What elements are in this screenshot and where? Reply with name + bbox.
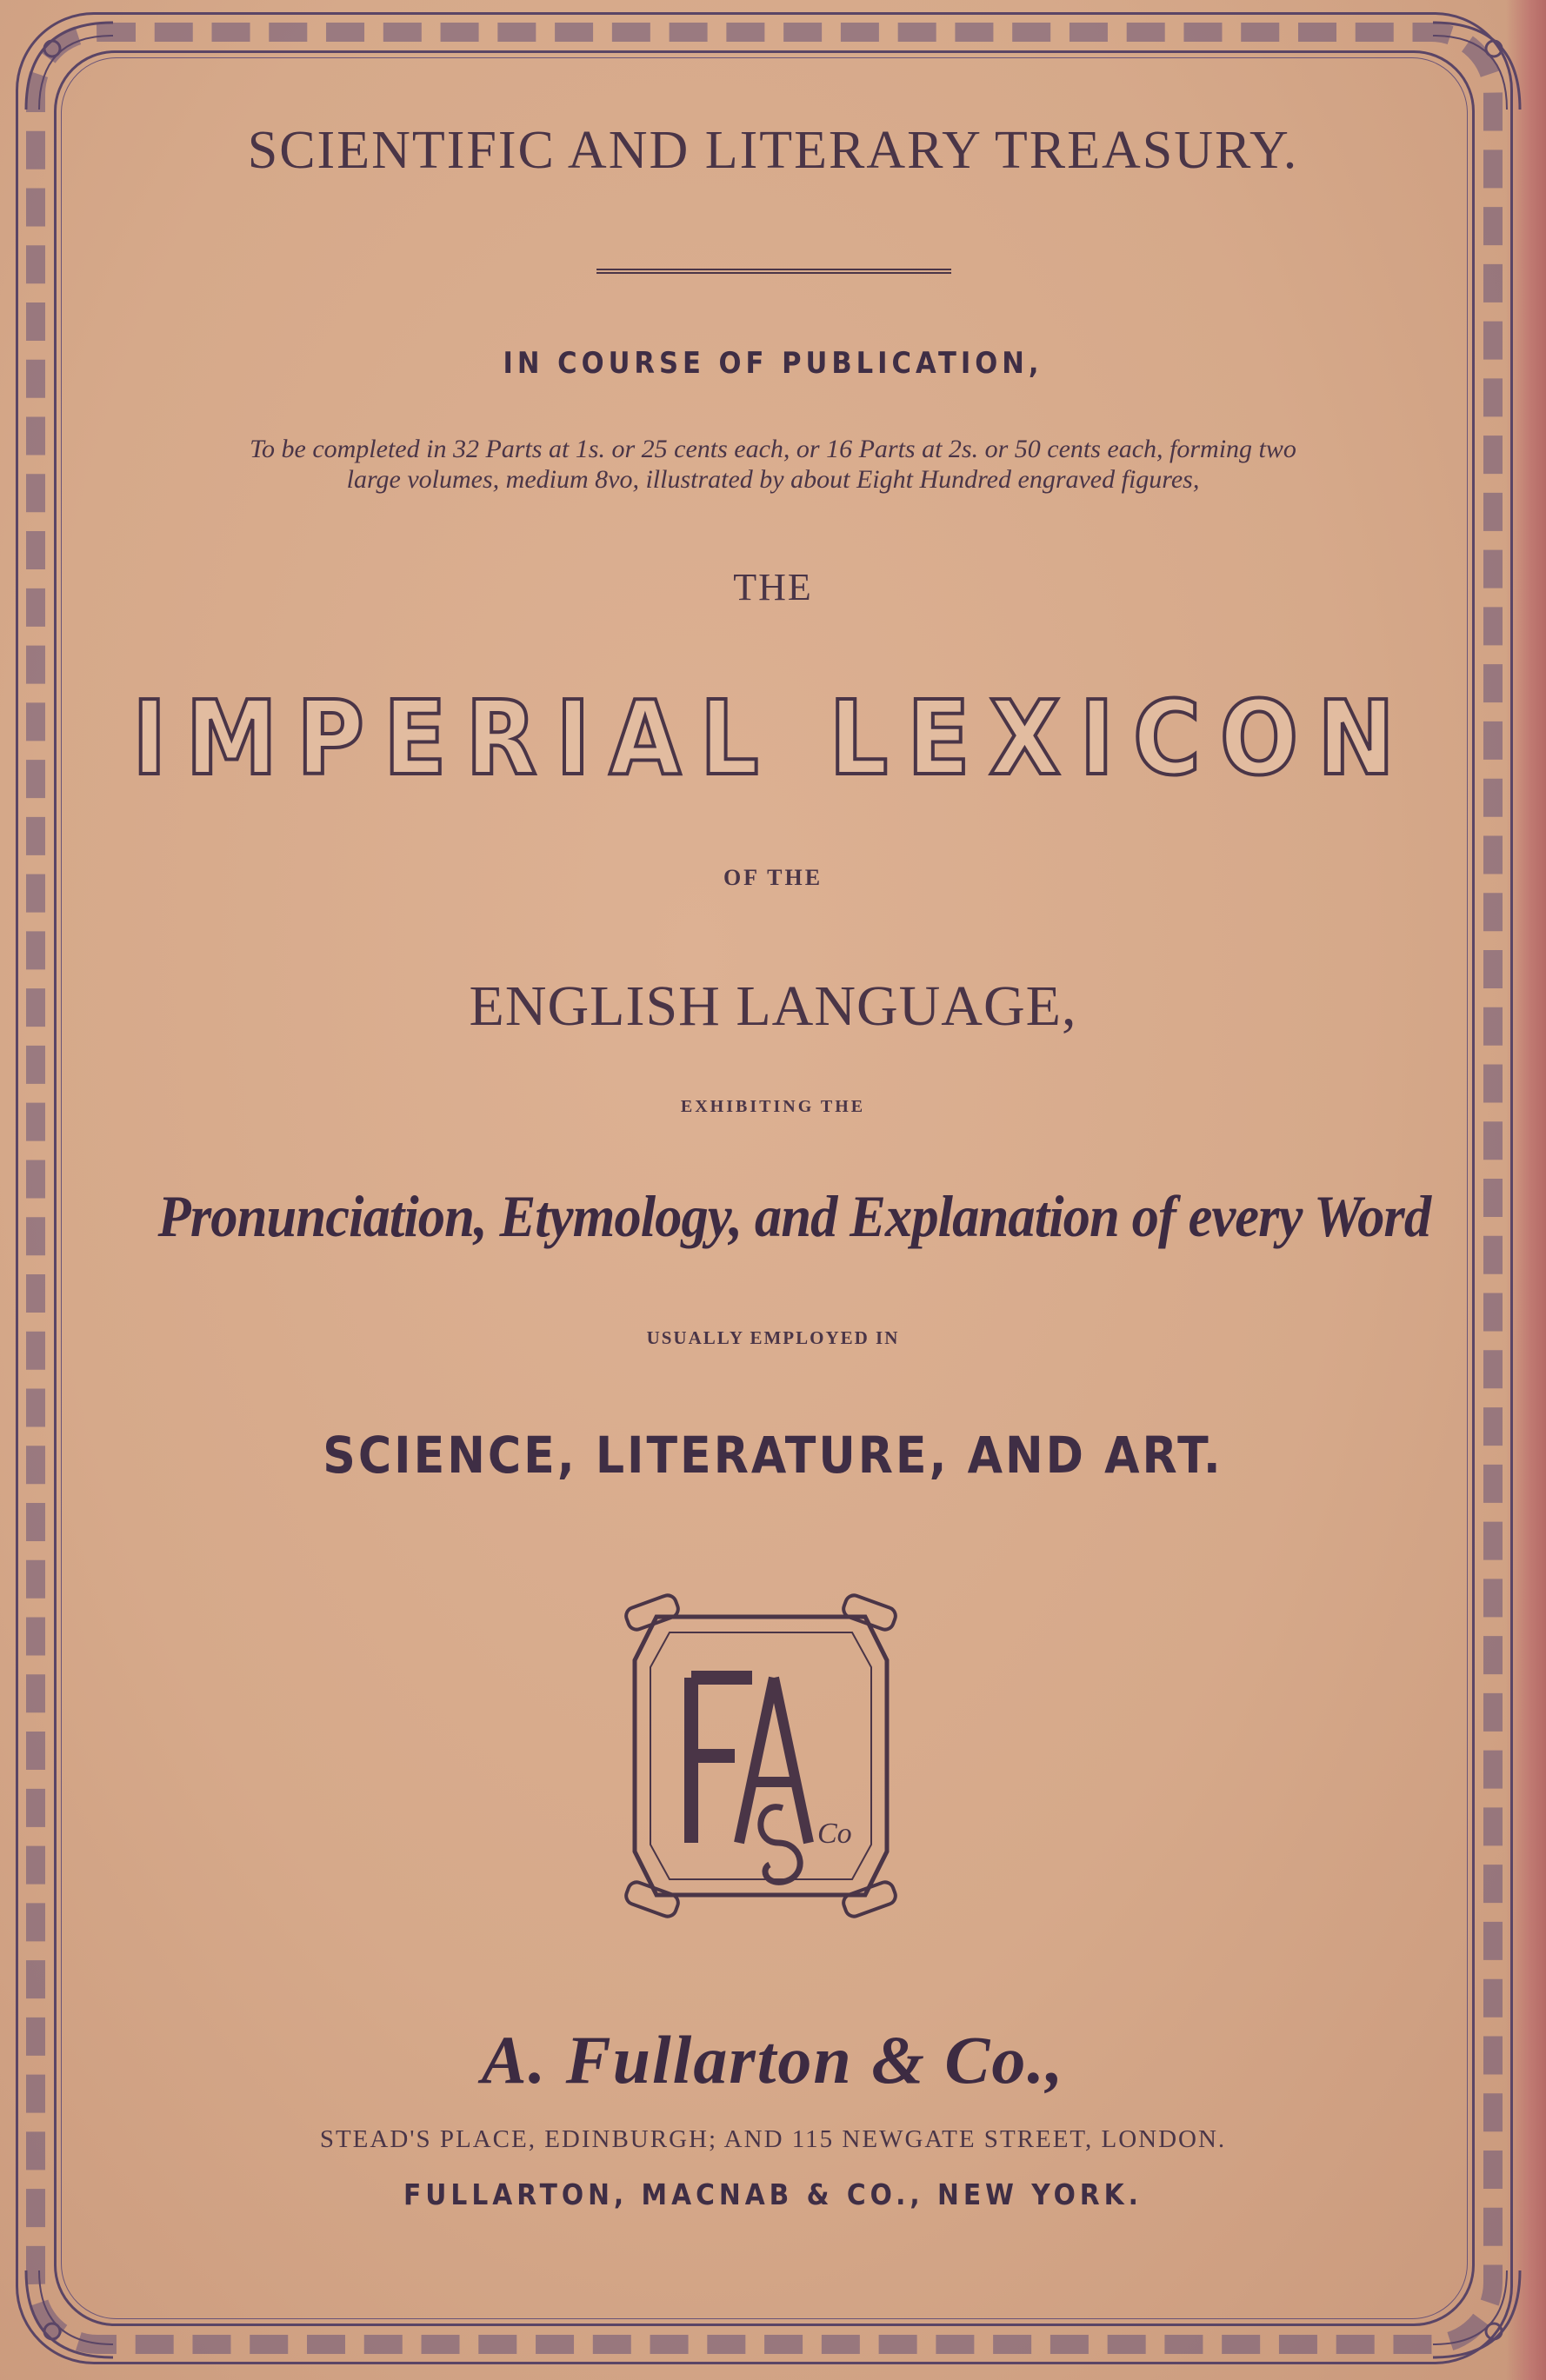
svg-text:Co: Co (817, 1818, 852, 1850)
series-title: SCIENTIFIC AND LITERARY TREASURY. (247, 121, 1299, 180)
terms-line-2: large volumes, medium 8vo, illustrated by about Eight Hundred engraved figures, (346, 465, 1200, 494)
title-of-the: OF THE (723, 865, 823, 890)
terms-line-1: To be completed in 32 Parts at 1s. or 25 cents each, or 16 Parts at 2s. or 50 cents each, forming two (250, 435, 1296, 463)
divider-rule (596, 269, 951, 274)
book-title: IMPERIAL LEXICON (132, 678, 1414, 798)
publisher-monogram-icon (609, 1582, 913, 1930)
title-article: THE (733, 566, 813, 608)
exhibiting-label: EXHIBITING THE (680, 1097, 866, 1116)
usually-label: USUALLY EMPLOYED IN (646, 1327, 900, 1348)
fields-line: SCIENCE, LITERATURE, AND ART. (323, 1426, 1223, 1485)
publisher-name: A. Fullarton & Co., (481, 2022, 1065, 2097)
publication-notice: IN COURSE OF PUBLICATION, (503, 346, 1043, 381)
new-york-publisher: FULLARTON, MACNAB & CO., NEW YORK. (403, 2177, 1143, 2211)
publisher-address: STEAD'S PLACE, EDINBURGH; AND 115 NEWGATE STREET, LONDON. (319, 2125, 1227, 2153)
title-language: ENGLISH LANGUAGE, (469, 974, 1077, 1038)
subject-line: Pronunciation, Etymology, and Explanation of every Word (157, 1183, 1431, 1249)
